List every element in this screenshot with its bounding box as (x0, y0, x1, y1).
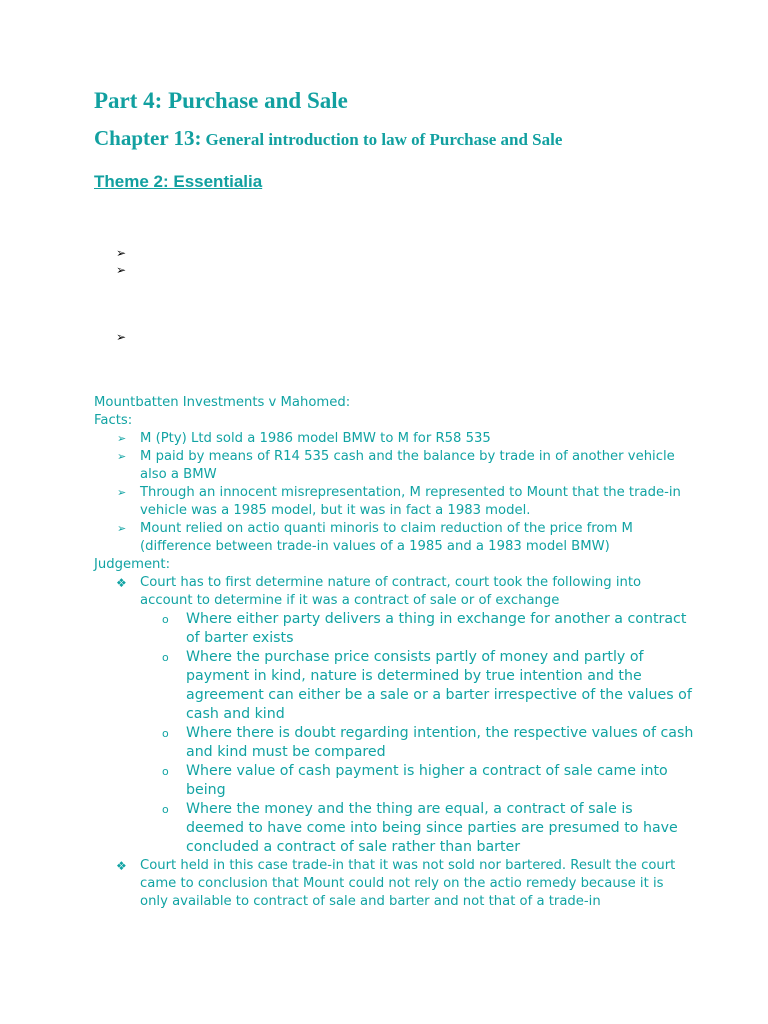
list-item (94, 574, 694, 857)
arrow-bullet-icon: ➢ (117, 450, 127, 463)
chapter-heading (94, 126, 562, 151)
arrow-bullet-icon: ➢ (116, 263, 127, 277)
arrow-bullet-icon: ➢ (117, 432, 127, 445)
criterion-text: Where there is doubt regarding intention, the respective values of cash and kind must be compared (186, 725, 694, 760)
criteria-list (162, 610, 694, 857)
list-item (94, 448, 694, 484)
judgement-list (94, 574, 694, 911)
criterion-text: Where value of cash payment is higher a contract of sale came into being (186, 763, 668, 798)
arrow-bullet-icon: ➢ (116, 330, 127, 344)
arrow-bullet-icon: ➢ (117, 522, 127, 535)
list-item (94, 857, 694, 911)
circle-bullet-icon: o (162, 765, 169, 778)
circle-bullet-icon: o (162, 651, 169, 664)
arrow-bullet-icon: ➢ (117, 486, 127, 499)
theme-title: Theme 2: Essentialia (94, 172, 263, 191)
criterion-text: Where the purchase price consists partly of money and partly of payment in kind, nature is determined by true intention and the agreement can either be a sale or a barter irrespective of the values of cash and kind (186, 649, 692, 722)
circle-bullet-icon: o (162, 803, 169, 816)
list-item (94, 520, 694, 556)
fact-text: Through an innocent misrepresentation, M represented to Mount that the trade-in vehicle was a 1985 model, but it was in fact a 1983 model. (140, 485, 681, 518)
diamond-bullet-icon: ❖ (116, 859, 127, 873)
list-item (162, 724, 694, 762)
list-item (162, 648, 694, 724)
arrow-bullet-icon: ➢ (116, 246, 127, 260)
fact-text: M (Pty) Ltd sold a 1986 model BMW to M for R58 535 (140, 431, 491, 446)
case-section (94, 394, 694, 911)
fact-text: Mount relied on actio quanti minoris to claim reduction of the price from M (difference between trade-in values of a 1985 and a 1983 model BMW) (140, 521, 633, 554)
fact-text: M paid by means of R14 535 cash and the balance by trade in of another vehicle also a BMW (140, 449, 675, 482)
circle-bullet-icon: o (162, 613, 169, 626)
facts-label: Facts: (94, 413, 133, 428)
judgement-label: Judgement: (94, 557, 171, 572)
list-item (162, 610, 694, 648)
criterion-text: Where either party delivers a thing in exchange for another a contract of barter exists (186, 611, 687, 646)
case-title: Mountbatten Investments v Mahomed: (94, 395, 351, 410)
list-item (94, 430, 694, 448)
list-item (162, 762, 694, 800)
list-item (94, 484, 694, 520)
judgement-text: Court has to first determine nature of contract, court took the following into account to determine if it was a contract of sale or of exchange (140, 575, 642, 608)
diamond-bullet-icon: ❖ (116, 576, 127, 590)
judgement-text: Court held in this case trade-in that it was not sold nor bartered. Result the court came to conclusion that Mount could not rely on the actio remedy because it is only available to contract of sale and barter and not that of a trade-in (140, 858, 676, 909)
list-item (162, 800, 694, 857)
criterion-text: Where the money and the thing are equal, a contract of sale is deemed to have come into being since parties are presumed to have concluded a contract of sale rather than barter (186, 801, 678, 855)
part-title: Part 4: Purchase and Sale (94, 88, 348, 113)
chapter-subtitle: General introduction to law of Purchase and Sale (205, 130, 563, 149)
chapter-label: Chapter 13: (94, 126, 202, 150)
circle-bullet-icon: o (162, 727, 169, 740)
facts-list (94, 430, 694, 556)
